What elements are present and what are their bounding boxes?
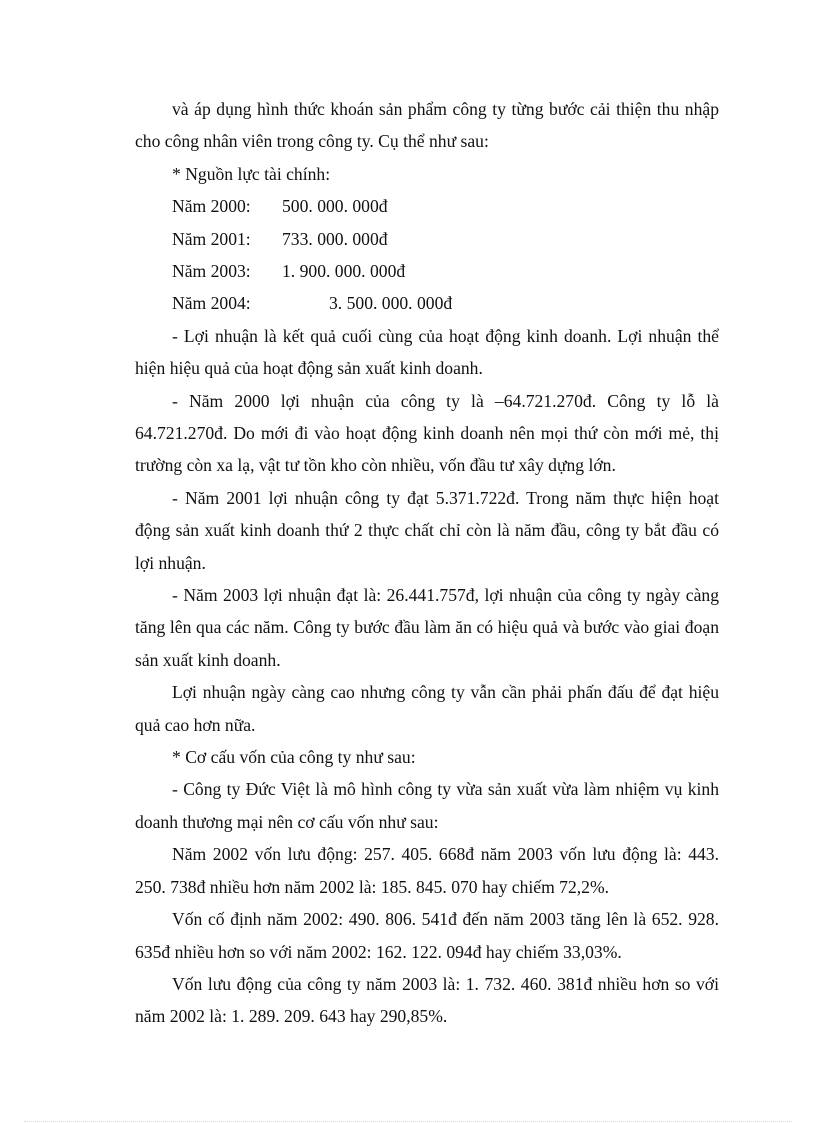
- finance-amount: 733. 000. 000đ: [282, 228, 388, 249]
- finance-year: Năm 2000:: [172, 196, 251, 217]
- finance-year: Năm 2003:: [172, 261, 251, 281]
- working-capital-paragraph: Năm 2002 vốn lưu động: 257. 405. 668đ năm 2003 vốn lưu động là: 443. 250. 738đ nhiều hơn năm 2002 là: 185. 845. 070 hay chiếm 72,2%.: [135, 844, 719, 897]
- fixed-capital-paragraph: Vốn cố định năm 2002: 490. 806. 541đ đến năm 2003 tăng lên là 652. 928. 635đ nhiều hơn so với năm 2002: 162. 122. 094đ hay chiếm 33,03%.: [135, 909, 719, 962]
- working-capital-2003-paragraph: Vốn lưu động của công ty năm 2003 là: 1. 732. 460. 381đ nhiều hơn so với năm 2002 là: 1. 289. 209. 643 hay 290,85%.: [135, 973, 719, 1027]
- duc-viet-paragraph: - Công ty Đức Việt là mô hình công ty vừa sản xuất vừa làm nhiệm vụ kinh doanh thương mại nên cơ cấu vốn như sau:: [135, 779, 719, 832]
- profit-intro-paragraph: - Lợi nhuận là kết quả cuối cùng của hoạt động kinh doanh. Lợi nhuận thể hiện hiệu quả của hoạt động sản xuất kinh doanh.: [135, 325, 719, 379]
- page-bottom-divider: [24, 1121, 792, 1122]
- finance-amount: 1. 900. 000. 000đ: [282, 261, 406, 281]
- profit-goal-paragraph: Lợi nhuận ngày càng cao nhưng công ty vẫn cần phải phấn đấu để đạt hiệu quả cao hơn nữa.: [135, 682, 719, 735]
- capital-heading: * Cơ cấu vốn của công ty như sau:: [172, 747, 416, 768]
- finance-row: [135, 287, 719, 319]
- intro-paragraph: và áp dụng hình thức khoán sản phẩm công ty từng bước cải thiện thu nhập cho công nhân viên trong công ty. Cụ thể như sau:: [135, 99, 719, 152]
- profit-2001-paragraph: - Năm 2001 lợi nhuận công ty đạt 5.371.722đ. Trong năm thực hiện hoạt động sản xuất kinh doanh thứ 2 thực chất chỉ còn là năm đầu, công ty bắt đầu có lợi nhuận.: [135, 487, 719, 573]
- finance-amount: 500. 000. 000đ: [282, 196, 388, 217]
- document-body: [135, 93, 719, 1033]
- finance-row: [135, 255, 719, 287]
- finance-row: [135, 223, 719, 255]
- finance-amount: 3. 500. 000. 000đ: [329, 293, 453, 314]
- finance-row: [135, 190, 719, 222]
- finance-heading: * Nguồn lực tài chính:: [172, 163, 331, 184]
- profit-2000-paragraph: - Năm 2000 lợi nhuận của công ty là –64.721.270đ. Công ty lỗ là 64.721.270đ. Do mới đi vào hoạt động kinh doanh nên mọi thứ còn mới mẻ, thị trường còn xa lạ, vật tư tồn kho còn nhiều, vốn đầu tư xây dựng lớn.: [135, 390, 719, 476]
- finance-year: Năm 2004:: [172, 293, 251, 314]
- finance-year: Năm 2001:: [172, 228, 251, 249]
- profit-2003-paragraph: - Năm 2003 lợi nhuận đạt là: 26.441.757đ, lợi nhuận của công ty ngày càng tăng lên qua các năm. Công ty bước đầu làm ăn có hiệu quả và bước vào giai đoạn sản xuất kinh doanh.: [135, 585, 719, 670]
